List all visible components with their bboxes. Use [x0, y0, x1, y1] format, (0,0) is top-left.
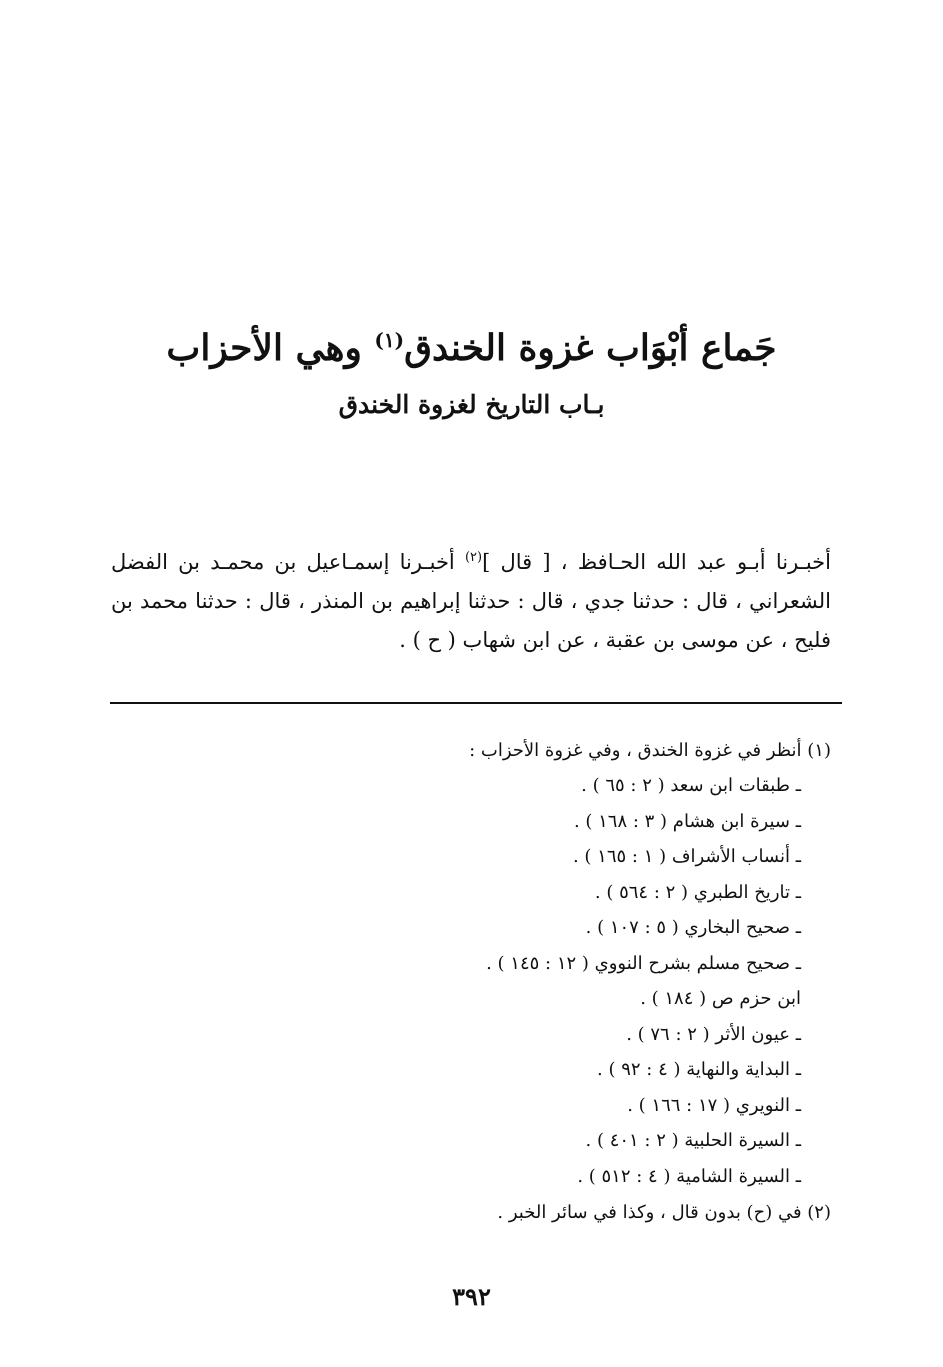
list-item: ـ سيرة ابن هشام ( ٣ : ١٦٨ ) .: [573, 810, 801, 832]
footnotes: [111, 734, 831, 1230]
footnote-divider: [110, 702, 842, 704]
footnote-1-intro: (١) أنظر في غزوة الخندق ، وفي غزوة الأحزاب :: [469, 740, 831, 761]
footnote-2: (٢) في (ح) بدون قال ، وكذا في سائر الخبر .: [497, 1202, 831, 1223]
list-item: ـ طبقات ابن سعد ( ٢ : ٦٥ ) .: [581, 775, 801, 796]
page-number: ٣٩٢: [452, 1282, 491, 1311]
list-item: ـ صحيح البخاري ( ٥ : ١٠٧ ) .: [585, 917, 801, 938]
section-subtitle: بـاب التاريخ لغزوة الخندق: [338, 390, 605, 419]
list-item: ـ أنساب الأشراف ( ١ : ١٦٥ ) .: [572, 846, 801, 867]
footnote-1-list: [111, 768, 831, 1194]
chapter-title-text: جَماع أبْوَاب غزوة الخندق: [404, 327, 777, 369]
main-paragraph-part2: أخبـرنا إسمـاعيل بن محمـد بن الفضل الشعراني ، قال : حدثنا جدي ، قال : حدثنا إبراهيم بن المنذر ، قال : حدثنا محمد بن فليح ، عن موسى بن عقبة ، عن ابن شهاب ( ح ) .: [111, 550, 831, 652]
list-item: ابن حزم ص ( ١٨٤ ) .: [640, 988, 801, 1009]
footnote-ref-2: (٢): [464, 550, 483, 565]
list-item: ـ النويري ( ١٧ : ١٦٦ ) .: [627, 1094, 801, 1116]
main-paragraph: [111, 538, 831, 660]
footnote-ref-1: (١): [374, 328, 405, 352]
list-item: ـ البداية والنهاية ( ٤ : ٩٢ ) .: [597, 1059, 801, 1080]
list-item: ـ السيرة الحلبية ( ٢ : ٤٠١ ) .: [585, 1130, 801, 1151]
list-item: ـ السيرة الشامية ( ٤ : ٥١٢ ) .: [577, 1165, 801, 1187]
list-item: ـ تاريخ الطبري ( ٢ : ٥٦٤ ) .: [594, 881, 801, 903]
chapter-title: [100, 310, 843, 378]
list-item: ـ صحيح مسلم بشرح النووي ( ١٢ : ١٤٥ ) .: [486, 952, 801, 974]
chapter-title-tail: وهي الأحزاب: [166, 327, 375, 369]
list-item: ـ عيون الأثر ( ٢ : ٧٦ ) .: [626, 1023, 801, 1045]
main-paragraph-part1: أخبـرنا أبـو عبد الله الحـافظ ، [ قال ]: [482, 550, 831, 574]
